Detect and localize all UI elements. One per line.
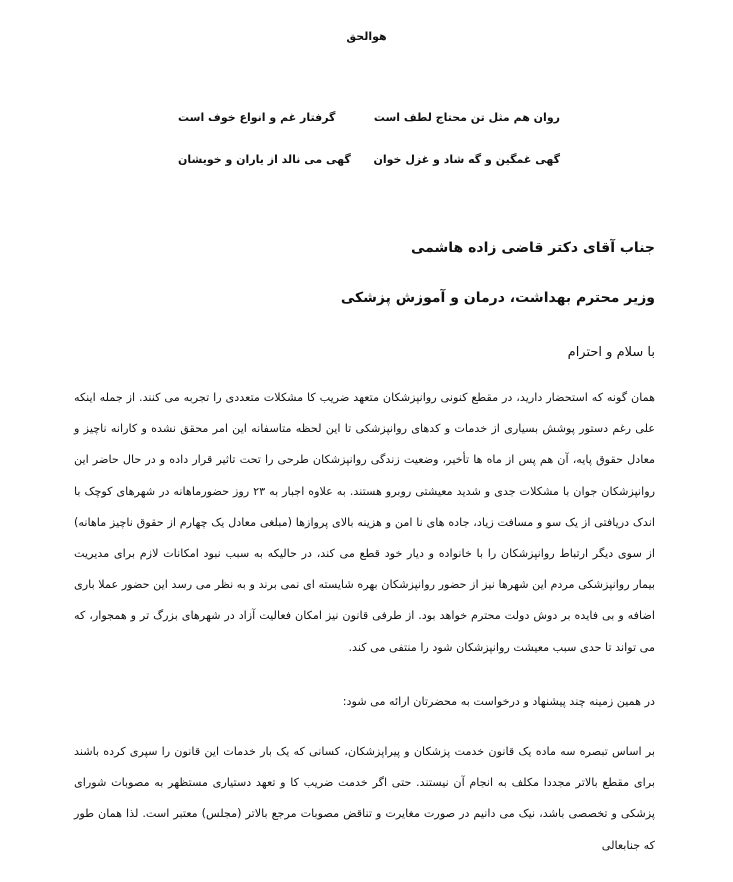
- poem-line: [160, 110, 560, 152]
- body-paragraph: بر اساس تبصره سه ماده یک قانون خدمت پزشکان و پیراپزشکان، کسانی که یک بار خدمات این قانون را سپری کرده باشند برای مقطع بالاتر مجددا مکلف به انجام آن نیستند. حتی اگر خدمت ضریب کا و تعهد دستیاری مستظهر به مصوبات شورای پزشکی و تخصصی باشد، نیک می دانیم در صورت مغایرت و تناقض مصوبات مرجع بالاتر (مجلس) معتبر است. لذا همان طور که جنابعالی: [74, 745, 655, 852]
- body-paragraph: همان گونه که استحضار دارید، در مقطع کنونی روانپزشکان متعهد ضریب کا مشکلات متعددی را تجربه می کنند. از جمله اینکه علی رغم دستور پوشش بسیاری از خدمات و کدهای روانپزشکی تا این لحظه متاسفانه این امر محقق نشده و کارانه ناچیز و معادل حقوق پایه، آن هم پس از ماه ها تأخیر، وضعیت زندگی روانپزشکان طرحی را تحت تاثیر قرار داده و در حال حاضر این روانپزشکان جوان با مشکلات جدی و شدید معیشتی روبرو هستند. به علاوه اجبار به ۲۳ روز حضورماهانه در شهرهای کوچک با اندک دریافتی از یک سو و مسافت زیاد، جاده های نا امن و هزینه بالای پروازها (مبلغی معادل یک چهارم از حقوق ناچیز ماهانه) از سوی دیگر ارتباط روانپزشکان را با خانواده و دیار خود قطع می کند، در حالیکه به سبب نبود امکانات لازم برای مدیریت بیمار روانپزشکی مردم این شهرها نیز از حضور روانپزشکان بهره شایسته ای نمی برند و به نظر می رسد این حضور عملا باری اضافه و بی فایده بر دوش دولت محترم خواهد بود. از طرفی قانون نیز امکان فعالیت آزاد در شهرهای بزرگ تر و همجوار، که می تواند تا حدی سبب معیشت روانپزشکان شود را منتفی می کند.: [74, 391, 655, 654]
- greeting: با سلام و احترام: [567, 345, 655, 360]
- poem-hemistich: گرفتار غم و انواع خوف است: [178, 111, 336, 124]
- poem-line: [160, 152, 560, 194]
- poem-hemistich: گهی غمگین و گه شاد و غزل خوان: [373, 153, 560, 166]
- addressee-title: وزیر محترم بهداشت، درمان و آموزش پزشکی: [340, 290, 655, 306]
- addressee-name: جناب آقای دکتر قاضی زاده هاشمی: [410, 240, 655, 256]
- poem-hemistich: گهی می نالد از یاران و خویشان: [178, 153, 351, 166]
- poem-hemistich: روان هم مثل تن محتاج لطف است: [373, 111, 560, 124]
- header-title: هوالحق: [346, 30, 387, 43]
- poem-block: [160, 110, 560, 194]
- proposal-intro: در همین زمینه چند پیشنهاد و درخواست به محضرتان ارائه می شود:: [342, 695, 655, 708]
